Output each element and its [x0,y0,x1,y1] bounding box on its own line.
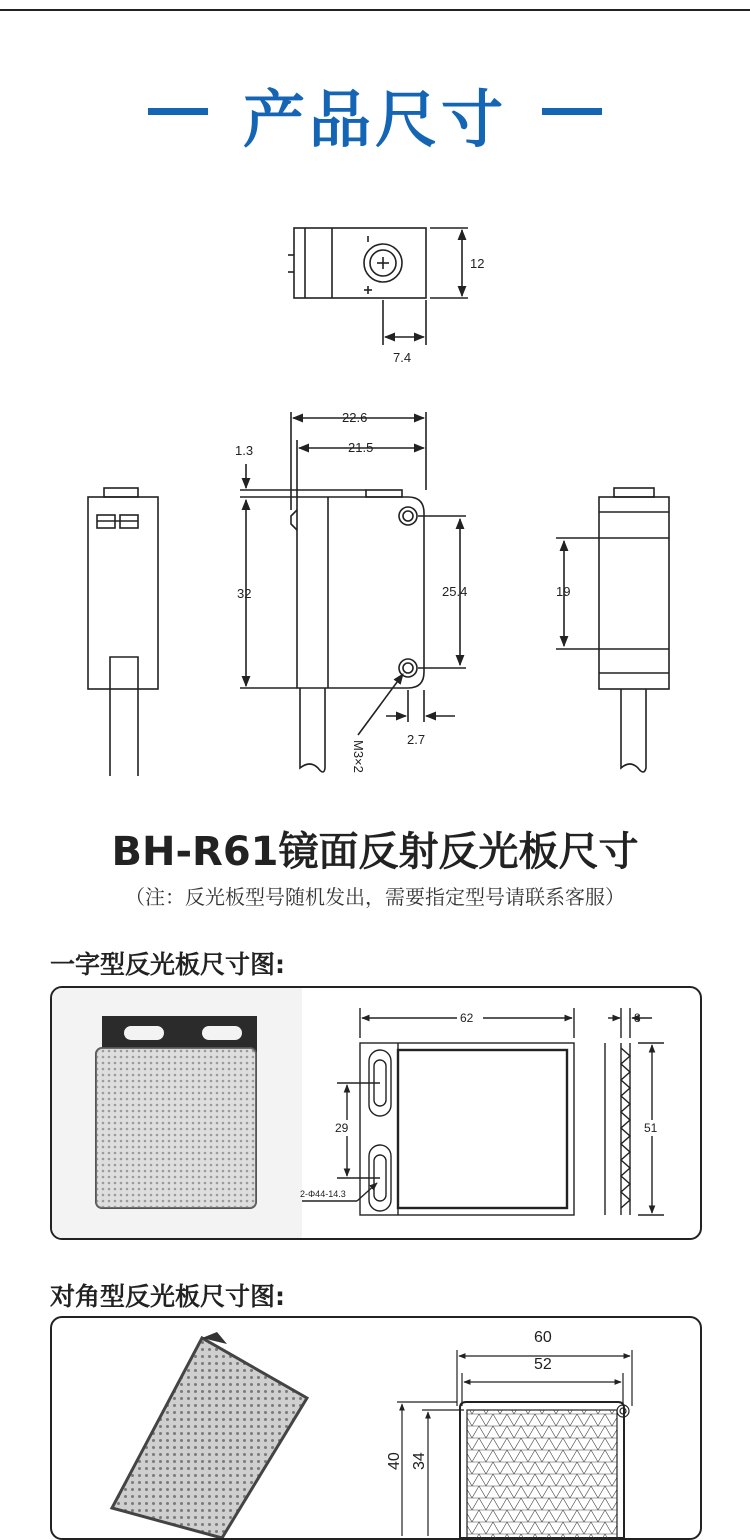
sensor-front-view [240,412,466,772]
reflector-title: BH-R61镜面反射反光板尺寸 [111,829,639,875]
straight-type-panel [50,986,702,1240]
straight-dim-slot-spacing: 29 [335,1121,349,1135]
dim-side-height: 19 [556,584,571,599]
dim-top-gap: 1.3 [235,443,254,458]
straight-type-label: 一字型反光板尺寸图: [50,950,285,979]
dim-front-height: 32 [237,586,252,601]
diagonal-reflector-photo [112,1332,307,1538]
dim-top-offset: 7.4 [393,350,412,365]
sensor-left-view [88,488,158,776]
straight-dim-height: 51 [644,1121,658,1135]
dim-top-height: 12 [470,256,485,271]
diagonal-type-panel [50,1316,702,1540]
dim-width-outer: 22.6 [342,410,368,425]
dim-hole-spacing: 25.4 [442,584,468,599]
straight-reflector-photo [52,988,302,1238]
reflector-note: （注：反光板型号随机发出，需要指定型号请联系客服） [125,885,625,909]
sensor-right-view [556,488,669,772]
dim-width-inner: 21.5 [348,440,374,455]
diagonal-type-drawing [52,1318,700,1538]
diagonal-type-label: 对角型反光板尺寸图: [50,1282,285,1311]
diagonal-dim-outer-width: 60 [534,1329,552,1346]
straight-dim-width: 62 [460,1011,474,1025]
sensor-top-view [288,228,468,345]
diagonal-dim-inner-width: 52 [534,1356,552,1373]
diagonal-dim-inner-height: 34 [411,1452,428,1470]
dim-screw: M3×2 [351,740,366,773]
dim-hole-offset: 2.7 [407,732,426,747]
straight-type-drawing [52,988,700,1238]
straight-dim-slot: 2-Φ44-14.3 [300,1189,346,1199]
straight-dim-thickness: 8 [634,1011,641,1025]
diagonal-dim-outer-height: 40 [386,1452,403,1470]
page-title: 产品尺寸 [242,83,507,156]
